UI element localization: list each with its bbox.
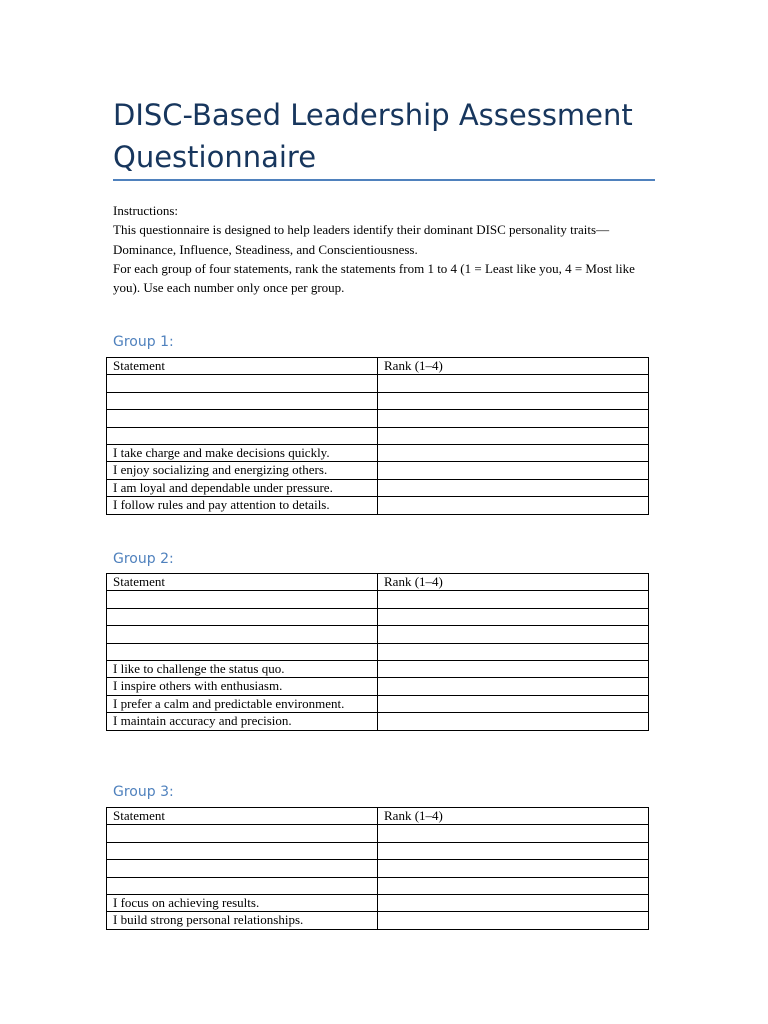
table-row	[107, 877, 649, 894]
statement-cell	[107, 842, 378, 859]
rank-column-header: Rank (1–4)	[378, 358, 649, 375]
statement-cell: I am loyal and dependable under pressure.	[107, 479, 378, 496]
table-row	[107, 444, 649, 461]
statement-cell: I build strong personal relationships.	[107, 912, 378, 929]
group-2-table	[106, 573, 649, 731]
rank-cell[interactable]	[378, 427, 649, 444]
rank-cell[interactable]	[378, 678, 649, 695]
group-3-heading: Group 3:	[113, 784, 174, 800]
table-header-row	[107, 358, 649, 375]
table-row	[107, 375, 649, 392]
statement-cell	[107, 877, 378, 894]
table-row	[107, 479, 649, 496]
table-row	[107, 410, 649, 427]
rank-cell[interactable]	[378, 695, 649, 712]
rank-cell[interactable]	[378, 877, 649, 894]
table-row	[107, 427, 649, 444]
table-row	[107, 842, 649, 859]
statement-column-header: Statement	[107, 808, 378, 825]
rank-cell[interactable]	[378, 660, 649, 677]
rank-cell[interactable]	[378, 608, 649, 625]
table-row	[107, 660, 649, 677]
rank-cell[interactable]	[378, 842, 649, 859]
statement-cell	[107, 626, 378, 643]
table-row	[107, 591, 649, 608]
group-2-heading: Group 2:	[113, 551, 174, 567]
statement-cell	[107, 825, 378, 842]
table-row	[107, 894, 649, 911]
rank-cell[interactable]	[378, 375, 649, 392]
table-row	[107, 626, 649, 643]
statement-cell: I inspire others with enthusiasm.	[107, 678, 378, 695]
statement-cell	[107, 410, 378, 427]
statement-cell	[107, 392, 378, 409]
rank-cell[interactable]	[378, 626, 649, 643]
rank-cell[interactable]	[378, 392, 649, 409]
statement-cell	[107, 427, 378, 444]
statement-cell	[107, 591, 378, 608]
table-row	[107, 497, 649, 514]
table-row	[107, 860, 649, 877]
statement-cell: I follow rules and pay attention to details.	[107, 497, 378, 514]
rank-cell[interactable]	[378, 479, 649, 496]
statement-cell	[107, 860, 378, 877]
table-row	[107, 912, 649, 929]
table-header-row	[107, 574, 649, 591]
rank-column-header: Rank (1–4)	[378, 574, 649, 591]
statement-cell: I like to challenge the status quo.	[107, 660, 378, 677]
rank-cell[interactable]	[378, 462, 649, 479]
table-row	[107, 678, 649, 695]
rank-cell[interactable]	[378, 410, 649, 427]
group-1-table	[106, 357, 649, 515]
table-row	[107, 462, 649, 479]
instructions-block	[113, 201, 653, 297]
statement-column-header: Statement	[107, 358, 378, 375]
rank-cell[interactable]	[378, 591, 649, 608]
rank-cell[interactable]	[378, 497, 649, 514]
title-divider	[113, 179, 655, 181]
statement-column-header: Statement	[107, 574, 378, 591]
table-row	[107, 608, 649, 625]
statement-cell: I focus on achieving results.	[107, 894, 378, 911]
statement-cell: I prefer a calm and predictable environment.	[107, 695, 378, 712]
instructions-line-1: This questionnaire is designed to help leaders identify their dominant DISC personality traits—Dominance, Influence, Steadiness, and Conscientiousness.	[113, 222, 610, 257]
statement-cell	[107, 375, 378, 392]
table-row	[107, 643, 649, 660]
group-3-table	[106, 807, 649, 930]
table-row	[107, 695, 649, 712]
table-row	[107, 713, 649, 730]
rank-column-header: Rank (1–4)	[378, 808, 649, 825]
table-row	[107, 825, 649, 842]
rank-cell[interactable]	[378, 713, 649, 730]
rank-cell[interactable]	[378, 860, 649, 877]
table-header-row	[107, 808, 649, 825]
rank-cell[interactable]	[378, 643, 649, 660]
statement-cell: I take charge and make decisions quickly.	[107, 444, 378, 461]
group-1-heading: Group 1:	[113, 334, 174, 350]
rank-cell[interactable]	[378, 444, 649, 461]
instructions-line-2: For each group of four statements, rank the statements from 1 to 4 (1 = Least like you, 4 = Most like you). Use each number only once per group.	[113, 260, 635, 296]
page-title: DISC-Based Leadership Assessment Questionnaire	[113, 98, 633, 174]
table-row	[107, 392, 649, 409]
statement-cell: I maintain accuracy and precision.	[107, 713, 378, 730]
statement-cell	[107, 608, 378, 625]
statement-cell	[107, 643, 378, 660]
statement-cell: I enjoy socializing and energizing others.	[107, 462, 378, 479]
rank-cell[interactable]	[378, 894, 649, 911]
rank-cell[interactable]	[378, 912, 649, 929]
rank-cell[interactable]	[378, 825, 649, 842]
instructions-heading: Instructions:	[113, 203, 178, 218]
